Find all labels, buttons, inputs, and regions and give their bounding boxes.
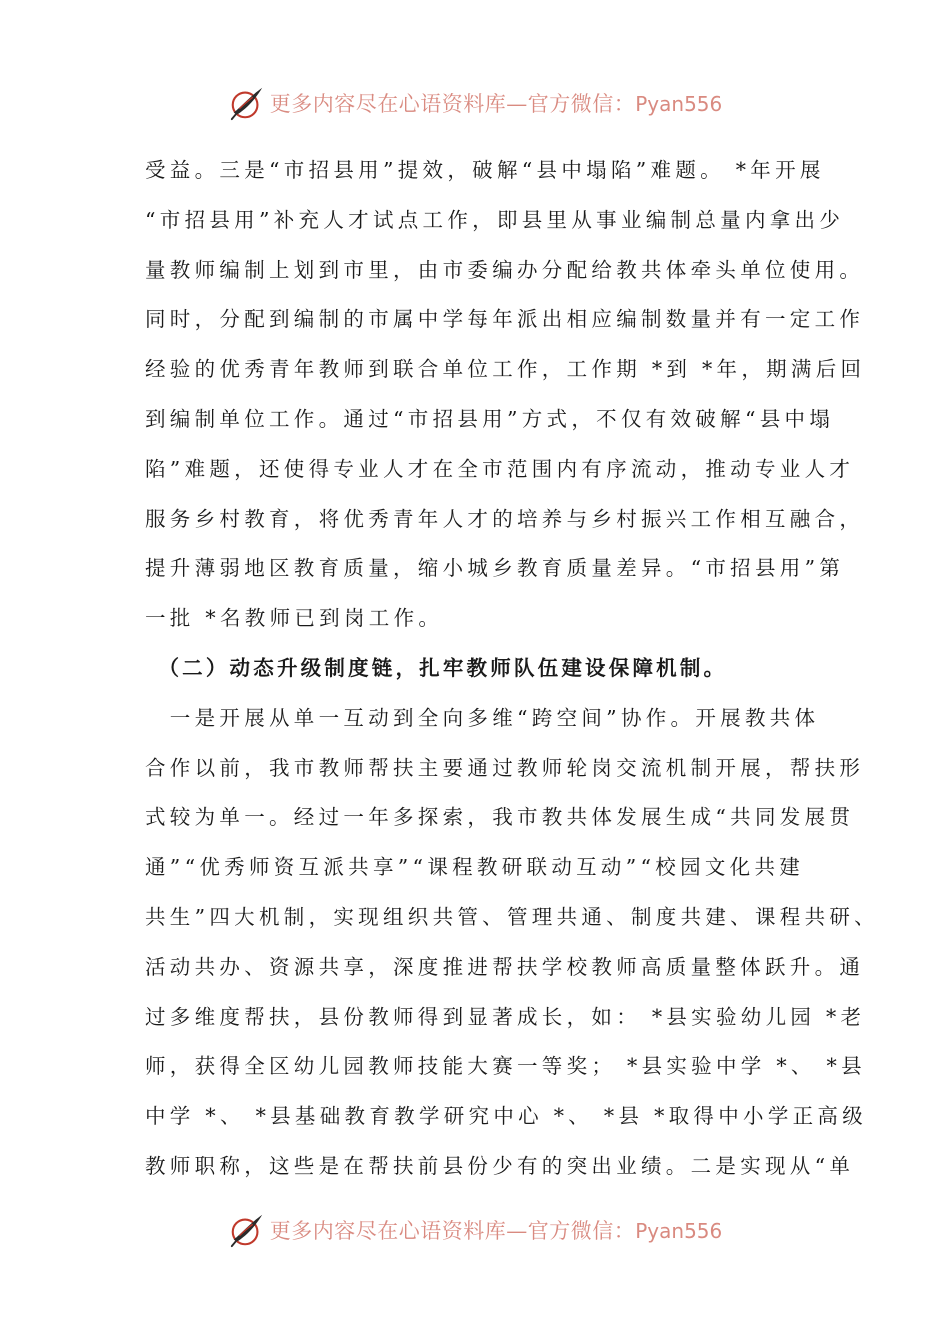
body-line: 通”“优秀师资互派共享”“课程教研联动互动”“校园文化共建 [145,855,805,880]
body-line: 同时，分配到编制的市属中学每年派出相应编制数量并有一定工作 [145,307,865,332]
footer-banner [0,1210,950,1250]
body-line: 受益。三是“市招县用”提效，破解“县中塌陷”难题。 *年开展 [145,158,825,182]
banner-text: 更多内容尽在心语资料库—官方微信：Pyan556 [269,92,723,116]
body-line: 到编制单位工作。通过“市招县用”方式，不仅有效破解“县中塌 [145,406,835,431]
banner-text: 更多内容尽在心语资料库—官方微信：Pyan556 [269,1219,723,1243]
wechat-id: Pyan556 [635,1219,723,1243]
body-line: 式较为单一。经过一年多探索，我市教共体发展生成“共同发展贯 [145,805,855,830]
quill-seal-icon [228,84,266,122]
body-line: 量教师编制上划到市里，由市委编办分配给教共体牵头单位使用。 [145,257,865,282]
header-banner [0,83,950,123]
body-line: 教师职称，这些是在帮扶前县份少有的突出业绩。二是实现从“单 [145,1153,855,1178]
section-heading: （二）动态升级制度链，扎牢教师队伍建设保障机制。 [145,655,728,680]
body-line: 中学 *、 *县基础教育教学研究中心 *、 *县 *取得中小学正高级 [145,1104,868,1129]
body-line: 合作以前，我市教师帮扶主要通过教师轮岗交流机制开展，帮扶形 [145,755,865,780]
body-line: 陷”难题，还使得专业人才在全市范围内有序流动，推动专业人才 [145,456,855,481]
body-line: 服务乡村教育，将优秀青年人才的培养与乡村振兴工作相互融合， [145,506,865,531]
body-line: 一是开展从单一互动到全向多维“跨空间”协作。开展教共体 [145,705,820,730]
quill-seal-icon [228,1211,266,1249]
body-line: “市招县用”补充人才试点工作，即县里从事业编制总量内拿出少 [145,207,845,232]
body-line: 共生”四大机制，实现组织共管、管理共通、制度共建、课程共研、 [145,904,879,929]
body-line: 过多维度帮扶，县份教师得到显著成长，如： *县实验幼儿园 *老 [145,1004,866,1029]
document-body [145,146,879,1192]
body-line: 经验的优秀青年教师到联合单位工作，工作期 *到 *年，期满后回 [145,357,866,382]
body-line: 师，获得全区幼儿园教师技能大赛一等奖； *县实验中学 *、 *县 [145,1054,866,1079]
body-line: 一批 *名教师已到岗工作。 [145,606,444,631]
body-line: 提升薄弱地区教育质量，缩小城乡教育质量差异。“市招县用”第 [145,556,845,581]
body-line: 活动共办、资源共享，深度推进帮扶学校教师高质量整体跃升。通 [145,954,865,979]
wechat-id: Pyan556 [635,92,723,116]
